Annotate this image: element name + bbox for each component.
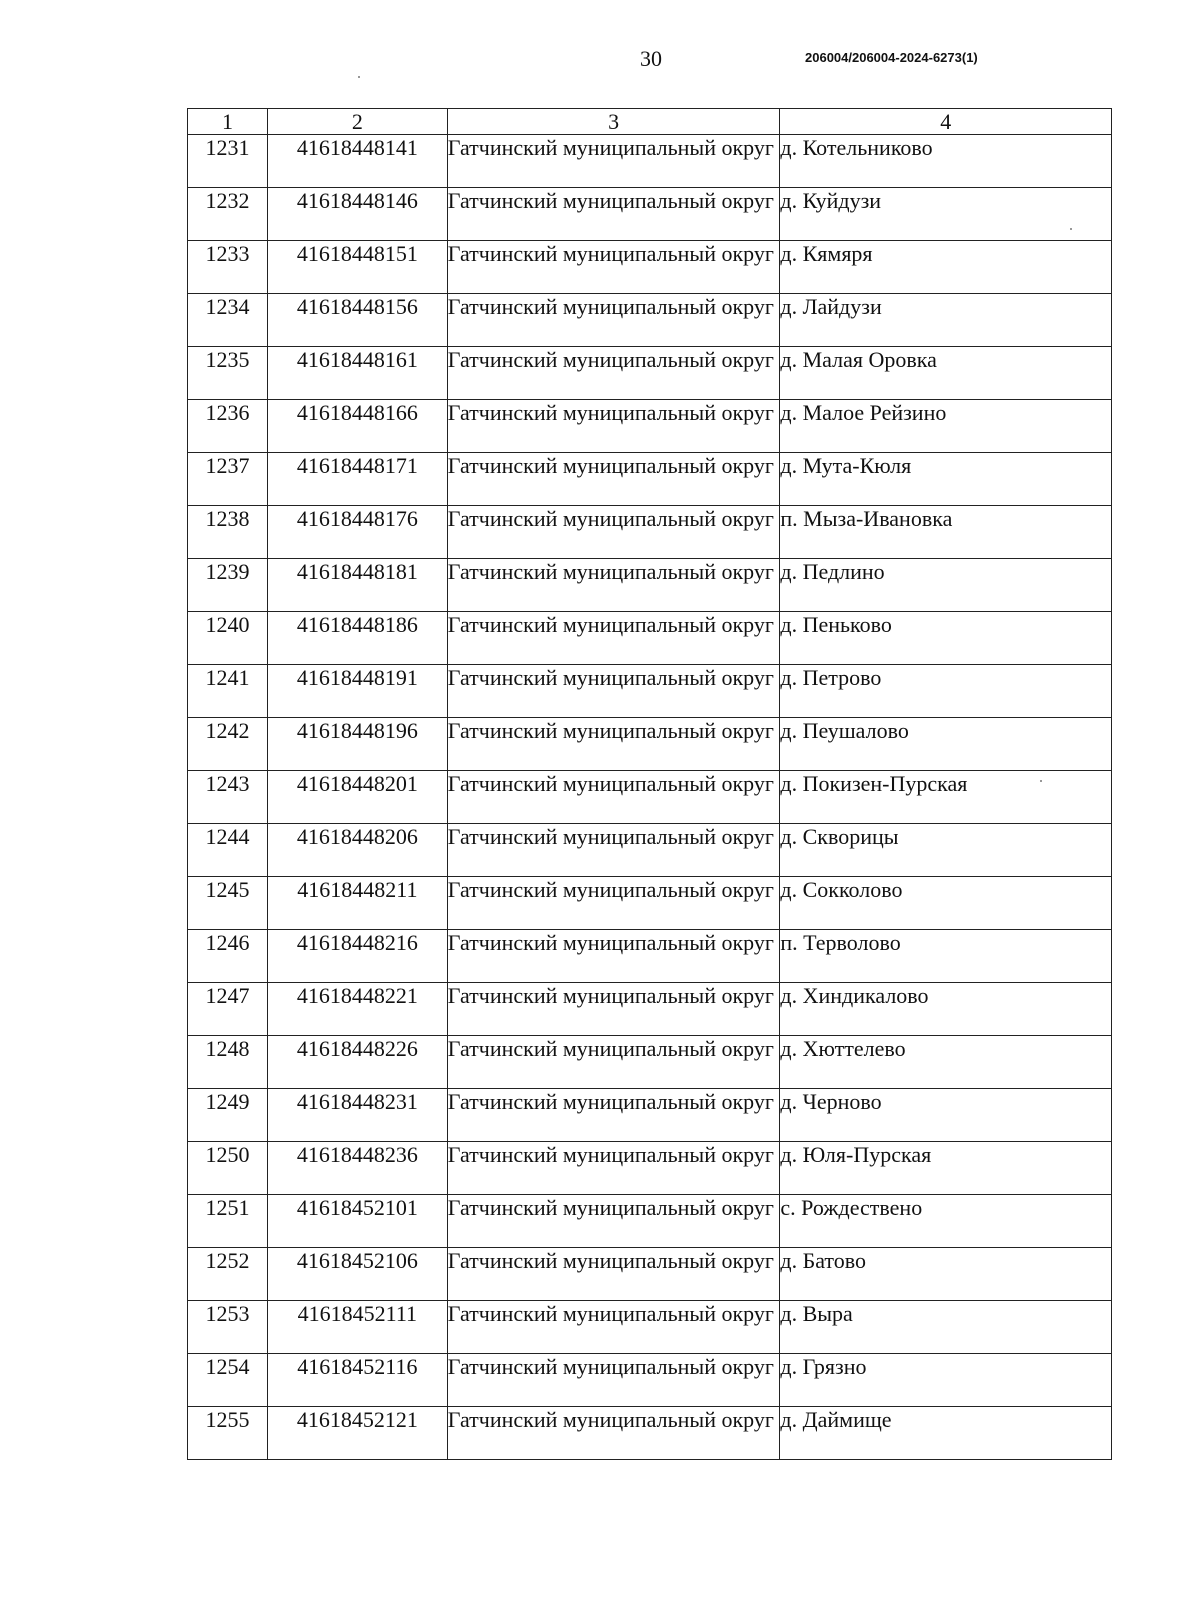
oktmo-code: 41618448211 <box>267 877 447 930</box>
oktmo-code: 41618448166 <box>267 400 447 453</box>
oktmo-code: 41618448176 <box>267 506 447 559</box>
table-row <box>188 1354 1112 1407</box>
table-row <box>188 1142 1112 1195</box>
table-row <box>188 983 1112 1036</box>
column-header-1: 1 <box>188 109 268 135</box>
table-row <box>188 1089 1112 1142</box>
row-number: 1252 <box>188 1248 268 1301</box>
row-number: 1237 <box>188 453 268 506</box>
table-row <box>188 559 1112 612</box>
row-number: 1245 <box>188 877 268 930</box>
district-name: Гатчинский муниципальный округ <box>447 1248 780 1301</box>
settlement-name: д. Малая Оровка <box>780 347 1112 400</box>
settlement-name: д. Покизен-Пурская <box>780 771 1112 824</box>
district-name: Гатчинский муниципальный округ <box>447 1407 780 1460</box>
oktmo-code: 41618448206 <box>267 824 447 877</box>
row-number: 1251 <box>188 1195 268 1248</box>
settlements-table <box>187 108 1112 1460</box>
table-row <box>188 188 1112 241</box>
oktmo-code: 41618448186 <box>267 612 447 665</box>
oktmo-code: 41618448146 <box>267 188 447 241</box>
column-header-4: 4 <box>780 109 1112 135</box>
district-name: Гатчинский муниципальный округ <box>447 877 780 930</box>
district-name: Гатчинский муниципальный округ <box>447 983 780 1036</box>
settlement-name: д. Выра <box>780 1301 1112 1354</box>
district-name: Гатчинский муниципальный округ <box>447 665 780 718</box>
settlement-name: д. Лайдузи <box>780 294 1112 347</box>
district-name: Гатчинский муниципальный округ <box>447 1089 780 1142</box>
header-row <box>188 109 1112 135</box>
row-number: 1250 <box>188 1142 268 1195</box>
district-name: Гатчинский муниципальный округ <box>447 188 780 241</box>
table-row <box>188 506 1112 559</box>
district-name: Гатчинский муниципальный округ <box>447 1142 780 1195</box>
district-name: Гатчинский муниципальный округ <box>447 400 780 453</box>
district-name: Гатчинский муниципальный округ <box>447 135 780 188</box>
settlement-name: д. Батово <box>780 1248 1112 1301</box>
district-name: Гатчинский муниципальный округ <box>447 824 780 877</box>
district-name: Гатчинский муниципальный округ <box>447 718 780 771</box>
oktmo-code: 41618452116 <box>267 1354 447 1407</box>
district-name: Гатчинский муниципальный округ <box>447 294 780 347</box>
table-row <box>188 930 1112 983</box>
settlement-name: д. Даймище <box>780 1407 1112 1460</box>
district-name: Гатчинский муниципальный округ <box>447 1036 780 1089</box>
row-number: 1243 <box>188 771 268 824</box>
oktmo-code: 41618448181 <box>267 559 447 612</box>
district-name: Гатчинский муниципальный округ <box>447 1354 780 1407</box>
settlement-name: д. Скворицы <box>780 824 1112 877</box>
settlement-name: с. Рождествено <box>780 1195 1112 1248</box>
document-id: 206004/206004-2024-6273(1) <box>805 50 978 65</box>
column-header-3: 3 <box>447 109 780 135</box>
table-row <box>188 1301 1112 1354</box>
table-row <box>188 294 1112 347</box>
row-number: 1254 <box>188 1354 268 1407</box>
district-name: Гатчинский муниципальный округ <box>447 1195 780 1248</box>
district-name: Гатчинский муниципальный округ <box>447 347 780 400</box>
table-row <box>188 665 1112 718</box>
oktmo-code: 41618452121 <box>267 1407 447 1460</box>
settlement-name: д. Хиндикалово <box>780 983 1112 1036</box>
oktmo-code: 41618448171 <box>267 453 447 506</box>
oktmo-code: 41618448216 <box>267 930 447 983</box>
oktmo-code: 41618448156 <box>267 294 447 347</box>
settlement-name: п. Терволово <box>780 930 1112 983</box>
table-row <box>188 877 1112 930</box>
settlement-name: д. Петрово <box>780 665 1112 718</box>
oktmo-code: 41618448226 <box>267 1036 447 1089</box>
district-name: Гатчинский муниципальный округ <box>447 771 780 824</box>
settlement-name: д. Кямяря <box>780 241 1112 294</box>
oktmo-code: 41618448231 <box>267 1089 447 1142</box>
oktmo-code: 41618452101 <box>267 1195 447 1248</box>
table-row <box>188 771 1112 824</box>
district-name: Гатчинский муниципальный округ <box>447 930 780 983</box>
oktmo-code: 41618452111 <box>267 1301 447 1354</box>
row-number: 1231 <box>188 135 268 188</box>
row-number: 1238 <box>188 506 268 559</box>
table-row <box>188 612 1112 665</box>
oktmo-code: 41618448196 <box>267 718 447 771</box>
district-name: Гатчинский муниципальный округ <box>447 241 780 294</box>
settlement-name: п. Мыза-Ивановка <box>780 506 1112 559</box>
table-row <box>188 1195 1112 1248</box>
district-name: Гатчинский муниципальный округ <box>447 1301 780 1354</box>
row-number: 1244 <box>188 824 268 877</box>
scan-speck <box>358 76 360 78</box>
settlement-name: д. Хюттелево <box>780 1036 1112 1089</box>
row-number: 1253 <box>188 1301 268 1354</box>
oktmo-code: 41618448221 <box>267 983 447 1036</box>
settlement-name: д. Грязно <box>780 1354 1112 1407</box>
table-row <box>188 1407 1112 1460</box>
district-name: Гатчинский муниципальный округ <box>447 506 780 559</box>
row-number: 1239 <box>188 559 268 612</box>
row-number: 1247 <box>188 983 268 1036</box>
table-row <box>188 1036 1112 1089</box>
row-number: 1232 <box>188 188 268 241</box>
settlement-name: д. Куйдузи <box>780 188 1112 241</box>
table-row <box>188 241 1112 294</box>
settlement-name: д. Пеушалово <box>780 718 1112 771</box>
oktmo-code: 41618448141 <box>267 135 447 188</box>
settlement-name: д. Малое Рейзино <box>780 400 1112 453</box>
oktmo-code: 41618448151 <box>267 241 447 294</box>
table-row <box>188 400 1112 453</box>
settlement-name: д. Мута-Кюля <box>780 453 1112 506</box>
oktmo-code: 41618452106 <box>267 1248 447 1301</box>
row-number: 1235 <box>188 347 268 400</box>
settlement-name: д. Педлино <box>780 559 1112 612</box>
table-row <box>188 453 1112 506</box>
oktmo-code: 41618448191 <box>267 665 447 718</box>
row-number: 1249 <box>188 1089 268 1142</box>
row-number: 1242 <box>188 718 268 771</box>
table-row <box>188 135 1112 188</box>
row-number: 1236 <box>188 400 268 453</box>
table-row <box>188 347 1112 400</box>
settlement-name: д. Пеньково <box>780 612 1112 665</box>
oktmo-code: 41618448161 <box>267 347 447 400</box>
row-number: 1255 <box>188 1407 268 1460</box>
district-name: Гатчинский муниципальный округ <box>447 453 780 506</box>
row-number: 1240 <box>188 612 268 665</box>
oktmo-code: 41618448201 <box>267 771 447 824</box>
district-name: Гатчинский муниципальный округ <box>447 612 780 665</box>
table-row <box>188 1248 1112 1301</box>
table-row <box>188 824 1112 877</box>
table-row <box>188 718 1112 771</box>
row-number: 1246 <box>188 930 268 983</box>
row-number: 1248 <box>188 1036 268 1089</box>
settlement-name: д. Сокколово <box>780 877 1112 930</box>
page-number: 30 <box>640 46 662 71</box>
column-header-2: 2 <box>267 109 447 135</box>
row-number: 1234 <box>188 294 268 347</box>
oktmo-code: 41618448236 <box>267 1142 447 1195</box>
settlement-name: д. Черново <box>780 1089 1112 1142</box>
district-name: Гатчинский муниципальный округ <box>447 559 780 612</box>
settlement-name: д. Котельниково <box>780 135 1112 188</box>
settlement-name: д. Юля-Пурская <box>780 1142 1112 1195</box>
row-number: 1233 <box>188 241 268 294</box>
row-number: 1241 <box>188 665 268 718</box>
